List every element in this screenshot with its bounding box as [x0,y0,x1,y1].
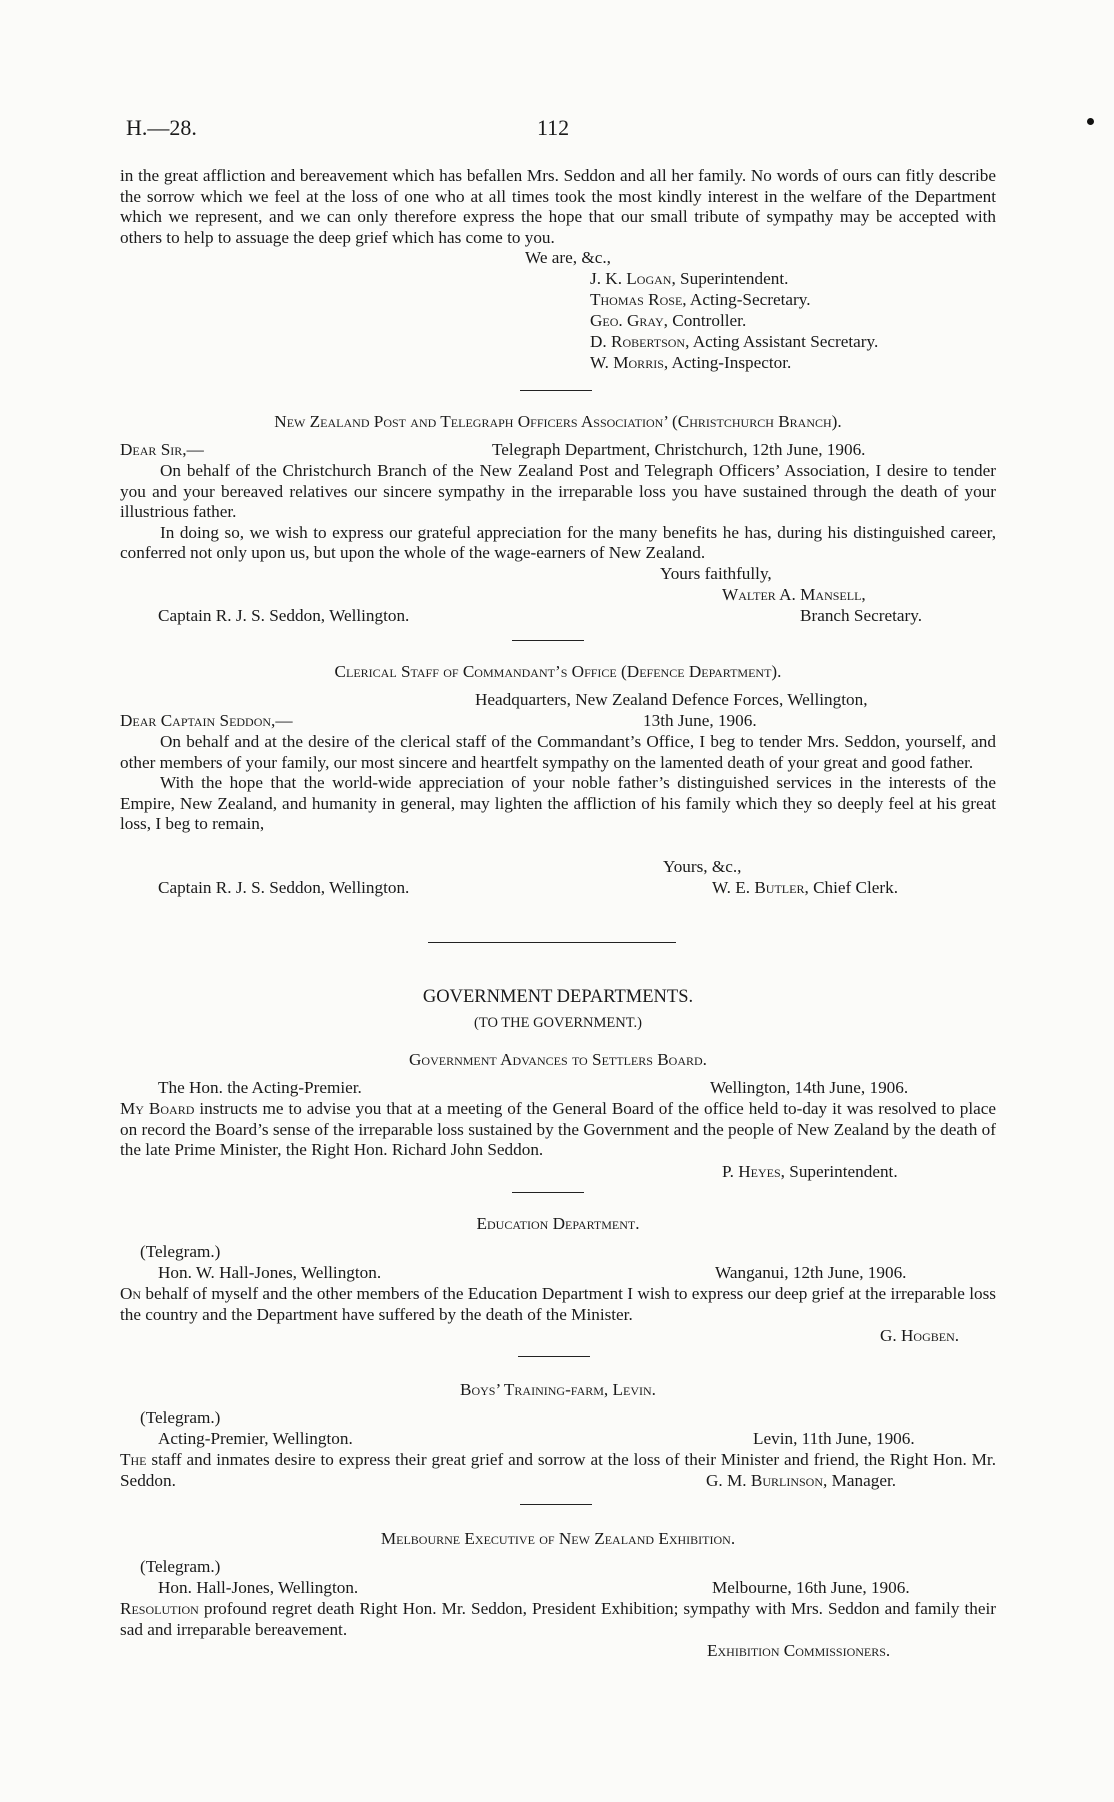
paragraph: On behalf and at the desire of the clerical staff of the Commandant’s Office, I beg to tender Mrs. Seddon, yourself, and other members of your family, our most sincere and heartfelt sympathy on the lamented death of your great and good father. [120,732,996,772]
section-heading: Education Department. [476,1214,640,1233]
salutation: Dear Captain Seddon,— [120,711,293,730]
signer-name: W. E. Butler [712,878,805,897]
signatory-title: , Controller. [663,311,747,330]
signer-title: , Chief Clerk. [804,878,899,897]
signer-name: G. M. Burlinson [706,1471,824,1490]
signatory-name: J. K. Logan [590,269,672,288]
paragraph-text: behalf of myself and the other members of the Education Department I wish to express our deep grief at the irreparable loss the country and the Department have suffered by the death of the Minister. [120,1284,996,1324]
signer-title: , Manager. [823,1471,897,1490]
dateline: Wellington, 14th June, 1906. [710,1078,909,1097]
report-code: H.—28. [126,115,197,140]
dateline: Wanganui, 12th June, 1906. [715,1263,907,1282]
section-heading: Clerical Staff of Commandant’s Office (Defence Department). [334,662,782,681]
paragraph-text: instructs me to advise you that at a meeting of the General Board of the office held to-day it was resolved to place on record the Board’s sense of the irreparable loss sustained by the Government and the people of New Zealand by the death of the late Prime Minister, the Right Hon. Richard John Seddon. [120,1099,997,1159]
signer-line [712,878,898,899]
telegram-label: (Telegram.) [140,1557,221,1576]
letter-body: in the great affliction and bereavement which has befallen Mrs. Seddon and all her family. No words of ours can fitly describe the sorrow which we feel at the loss of one who at all times took the most kindly interest in the welfare of the Department which we represent, and we can only therefore express the hope that our small tribute of sympathy may be accepted with others to help to assuage the deep grief which has come to you. [120,166,996,247]
signer-title: , Superintendent. [780,1162,898,1181]
section-heading: Government Advances to Settlers Board. [409,1050,707,1069]
signer-line [706,1471,896,1492]
divider [520,390,592,391]
signer-name: G. Hogben. [880,1326,960,1345]
salutation: Dear Sir,— [120,440,204,459]
signatory-name: Thomas Rose [590,290,683,309]
addressee: Captain R. J. S. Seddon, Wellington. [158,606,410,625]
addressee: Hon. W. Hall-Jones, Wellington. [158,1263,382,1282]
section-heading: Boys’ Training-farm, Levin. [460,1380,656,1399]
letter-continuation [120,166,996,248]
lead-words: The [120,1450,147,1469]
addressee: Acting-Premier, Wellington. [158,1429,353,1448]
signatory-line [590,269,788,290]
section-title: GOVERNMENT DEPARTMENTS. [422,987,694,1007]
signatory-title: , Acting-Secretary. [682,290,811,309]
signatory-line [590,353,791,374]
paragraph-text: profound regret death Right Hon. Mr. Seddon, President Exhibition; sympathy with Mrs. Seddon and family their sad and irreparable bereavement. [120,1599,996,1639]
signatory-line [590,332,878,353]
section-heading: Melbourne Executive of New Zealand Exhibition. [380,1529,736,1548]
section-subtitle: (TO THE GOVERNMENT.) [474,1015,642,1031]
signatory-name: D. Robertson [590,332,686,351]
paragraph-text: staff and inmates desire to express their great grief and sorrow at the loss of their Minister and friend, the Right Hon. Mr. Seddon. [120,1450,996,1490]
paragraph [120,1284,996,1325]
letter-body [120,732,996,835]
lead-words: Resolution [120,1599,199,1618]
page-number: 112 [537,115,570,140]
signatory-line [590,290,811,311]
letter-body [120,1599,996,1640]
dateline: Headquarters, New Zealand Defence Forces, Wellington, [475,690,868,709]
signer-title: Branch Secretary. [800,606,922,625]
divider [520,1504,592,1505]
section-heading: New Zealand Post and Telegraph Officers Association’ (Christchurch Branch). [274,412,842,431]
addressee: Hon. Hall-Jones, Wellington. [158,1578,359,1597]
lead-words: On [120,1284,142,1303]
paragraph [120,1599,996,1640]
signer-name: Exhibition Commissioners. [707,1641,891,1660]
signatory-name: Geo. Gray [590,311,664,330]
divider [512,1192,584,1193]
letter-body [120,461,996,564]
letter-closing: Yours faithfully, [660,564,772,583]
telegram-label: (Telegram.) [140,1242,221,1261]
lead-words: My Board [120,1099,195,1118]
signer-name: P. Heyes [722,1162,781,1181]
signer-name: Walter A. Mansell, [722,585,866,604]
dateline: Telegraph Department, Christchurch, 12th June, 1906. [492,440,866,459]
paragraph: With the hope that the world-wide appreciation of your noble father’s distinguished services in the interests of the Empire, New Zealand, and humanity in general, may lighten the affliction of his family which they so deeply feel at his great loss, I beg to remain, [120,773,996,833]
divider [512,640,584,641]
section-divider [428,942,676,943]
addressee: Captain R. J. S. Seddon, Wellington. [158,878,410,897]
signatory-title: , Acting Assistant Secretary. [685,332,879,351]
letter-body [120,1099,996,1161]
signatory-line [590,311,746,332]
signatory-title: , Acting-Inspector. [663,353,792,372]
telegram-label: (Telegram.) [140,1408,221,1427]
paragraph: In doing so, we wish to express our grateful appreciation for the many benefits he has, during his distinguished career, conferred not only upon us, but upon the whole of the wage-earners of New Zealand. [120,522,996,562]
signatory-name: W. Morris [590,353,664,372]
dateline: Melbourne, 16th June, 1906. [712,1578,910,1597]
letter-closing: We are, &c., [525,248,611,267]
divider [518,1356,590,1357]
signer-line [722,1162,898,1183]
dateline: Levin, 11th June, 1906. [753,1429,915,1448]
dateline: 13th June, 1906. [643,711,757,730]
letter-closing: Yours, &c., [663,857,742,876]
margin-dot [1087,118,1094,125]
paragraph [120,1099,996,1161]
signatory-title: , Superintendent. [671,269,789,288]
addressee: The Hon. the Acting-Premier. [158,1078,362,1097]
letter-body [120,1284,996,1325]
paragraph: On behalf of the Christchurch Branch of the New Zealand Post and Telegraph Officers’ Association, I desire to tender you and your bereaved relatives our sincere sympathy in the irreparable loss you have sustained through the death of your illustrious father. [120,461,996,521]
